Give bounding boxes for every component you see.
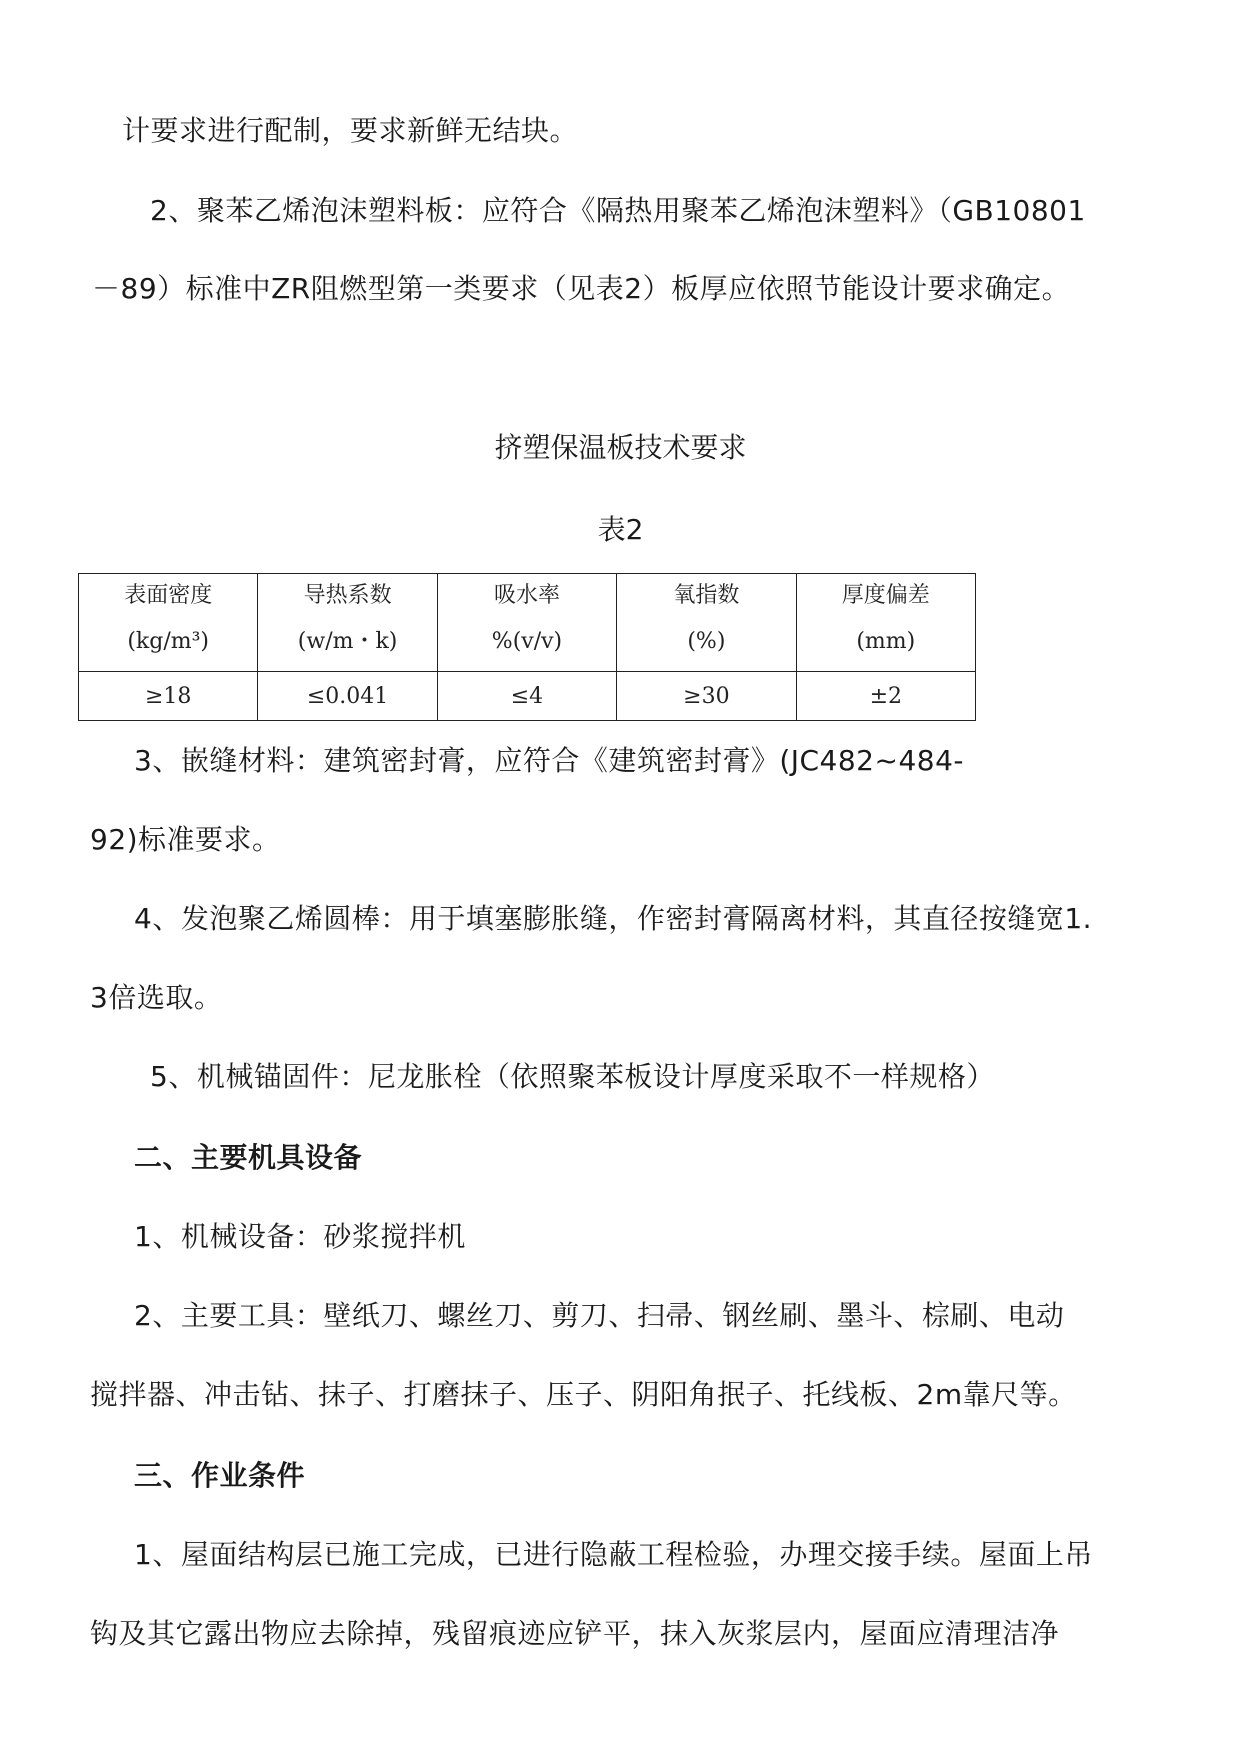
table-header-cell (79, 574, 258, 672)
column-name: 表面密度 (124, 583, 213, 608)
paragraph-line: 92)标准要求。 (90, 823, 281, 856)
paragraph-line: 1、机械设备：砂浆搅拌机 (134, 1220, 466, 1253)
table-header-cell (437, 574, 616, 672)
column-name: 厚度偏差 (841, 583, 930, 608)
column-unit: (kg/m³) (127, 629, 210, 654)
table-cell: ≤4 (437, 672, 616, 721)
paragraph-line: －89）标准中ZR阻燃型第一类要求（见表2）板厚应依照节能设计要求确定。 (92, 272, 1071, 305)
column-unit: (w/m・k) (297, 629, 398, 654)
table-row (79, 672, 976, 721)
table-cell: ≥30 (617, 672, 796, 721)
table-header-cell (258, 574, 437, 672)
spec-table (78, 573, 976, 721)
column-name: 氧指数 (673, 583, 740, 608)
table-cell: ≥18 (79, 672, 258, 721)
column-name: 导热系数 (303, 583, 392, 608)
table-header-row (79, 574, 976, 672)
column-unit: %(v/v) (491, 629, 563, 654)
column-unit: (mm) (856, 629, 916, 654)
paragraph-line: 2、主要工具：壁纸刀、螺丝刀、剪刀、扫帚、钢丝刷、墨斗、棕刷、电动 (134, 1299, 1065, 1332)
paragraph-line: 搅拌器、冲击钻、抹子、打磨抹子、压子、阴阳角抿子、托线板、2m靠尺等。 (90, 1378, 1077, 1411)
paragraph-line: 2、聚苯乙烯泡沫塑料板：应符合《隔热用聚苯乙烯泡沫塑料》（GB10801 (150, 194, 1086, 227)
section-heading: 三、作业条件 (134, 1459, 306, 1492)
column-name: 吸水率 (493, 583, 560, 608)
paragraph-line: 1、屋面结构层已施工完成，已进行隐蔽工程检验，办理交接手续。屋面上吊 (134, 1538, 1093, 1571)
paragraph-line: 4、发泡聚乙烯圆棒：用于填塞膨胀缝，作密封膏隔离材料，其直径按缝宽1. (134, 902, 1093, 935)
paragraph-line: 计要求进行配制，要求新鲜无结块。 (122, 114, 579, 147)
paragraph-line: 钩及其它露出物应去除掉，残留痕迹应铲平，抹入灰浆层内，屋面应清理洁净 (90, 1617, 1060, 1650)
table-cell: ≤0.041 (258, 672, 437, 721)
paragraph-line: 3倍选取。 (90, 981, 223, 1014)
section-heading: 二、主要机具设备 (134, 1141, 363, 1174)
paragraph-line: 5、机械锚固件：尼龙胀栓（依照聚苯板设计厚度采取不一样规格） (150, 1060, 995, 1093)
table-header-cell (796, 574, 975, 672)
paragraph-line: 3、嵌缝材料：建筑密封膏，应符合《建筑密封膏》(JC482~484- (134, 744, 965, 777)
table-cell: ±2 (796, 672, 975, 721)
table-caption: 表2 (597, 513, 644, 546)
table-header-cell (617, 574, 796, 672)
table-title: 挤塑保温板技术要求 (494, 431, 747, 464)
column-unit: (%) (687, 629, 726, 654)
